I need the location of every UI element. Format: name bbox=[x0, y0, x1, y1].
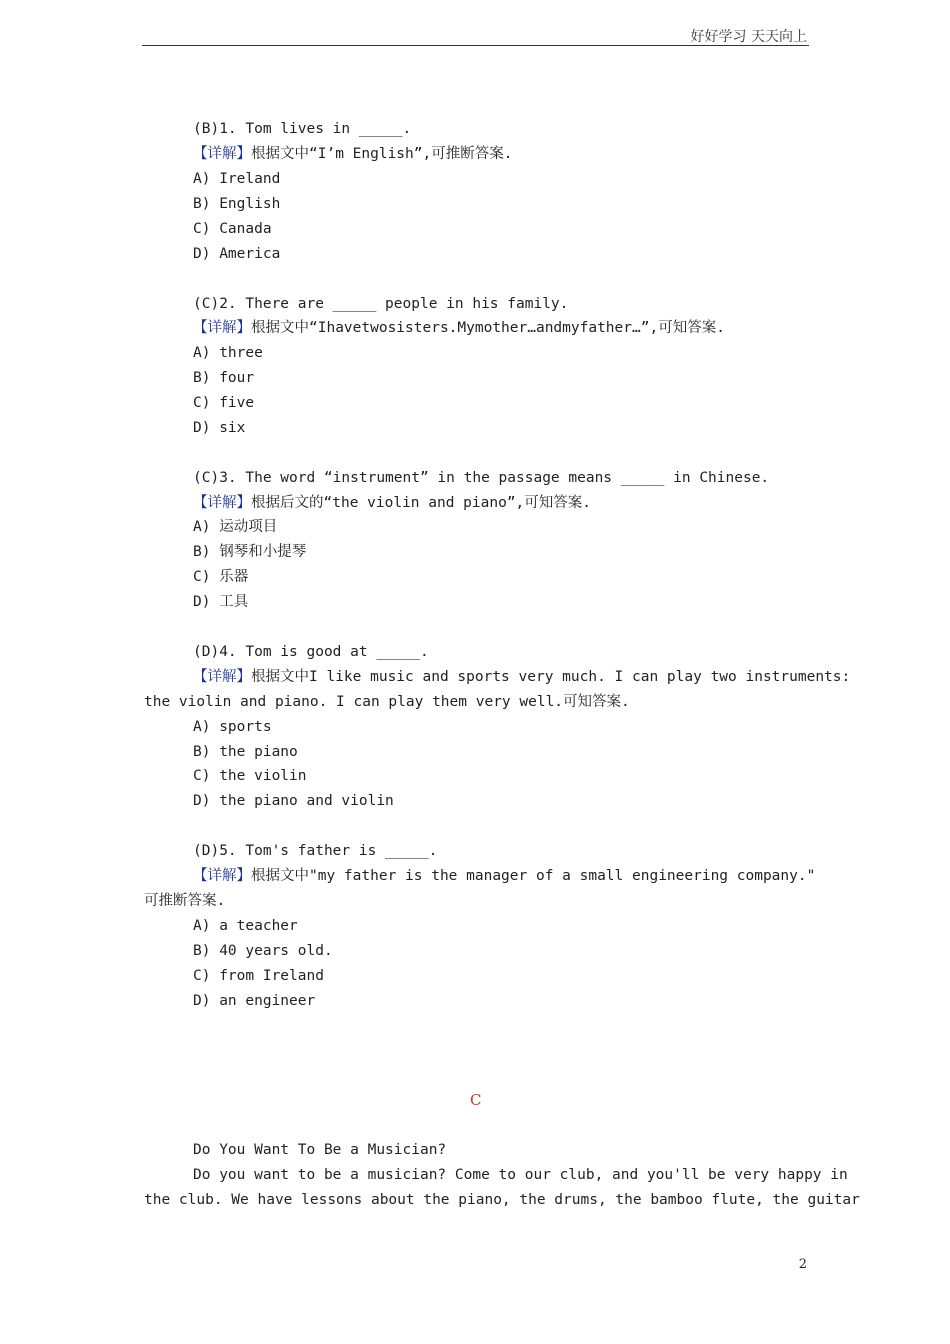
detail-text: 根据文中"my father is the manager of a small engineering company." bbox=[251, 868, 816, 884]
detail-tag: 【详解】 bbox=[193, 146, 251, 162]
option: D) an engineer bbox=[193, 993, 316, 1009]
option: D) six bbox=[193, 420, 246, 436]
option: D) America bbox=[193, 246, 281, 262]
header-rule bbox=[142, 45, 809, 46]
section-paragraph-line: the club. We have lessons about the piano, the drums, the bamboo flute, the guitar bbox=[144, 1192, 860, 1208]
option: C) from Ireland bbox=[193, 968, 324, 984]
option: C) the violin bbox=[193, 768, 307, 784]
question-1-detail bbox=[193, 144, 512, 164]
detail-text: 根据文中“I’m English”,可推断答案. bbox=[251, 146, 513, 162]
option: C) Canada bbox=[193, 221, 272, 237]
option: C) five bbox=[193, 395, 255, 411]
header-text: 好好学习 天天向上 bbox=[690, 29, 807, 45]
option: B) 钢琴和小提琴 bbox=[193, 544, 307, 560]
question-4-detail-cont: the violin and piano. I can play them very well.可知答案. bbox=[144, 694, 630, 710]
detail-text: 根据后文的“the violin and piano”,可知答案. bbox=[251, 495, 592, 511]
detail-tag: 【详解】 bbox=[193, 868, 251, 884]
option: A) 运动项目 bbox=[193, 519, 278, 535]
detail-text: 根据文中I like music and sports very much. I can play two instruments: bbox=[251, 669, 851, 685]
detail-tag: 【详解】 bbox=[193, 495, 251, 511]
option: D) the piano and violin bbox=[193, 793, 394, 809]
option: B) four bbox=[193, 370, 255, 386]
question-2-stem: (C)2. There are _____ people in his family. bbox=[193, 296, 569, 312]
detail-tag: 【详解】 bbox=[193, 320, 251, 336]
question-5-detail-cont: 可推断答案. bbox=[144, 893, 226, 909]
question-5-stem: (D)5. Tom's father is _____. bbox=[193, 843, 438, 859]
option: A) Ireland bbox=[193, 171, 281, 187]
question-1-stem: (B)1. Tom lives in _____. bbox=[193, 121, 412, 137]
option: A) three bbox=[193, 345, 263, 361]
option: B) the piano bbox=[193, 744, 298, 760]
section-paragraph-line: Do you want to be a musician? Come to our club, and you'll be very happy in bbox=[193, 1167, 848, 1183]
option: B) English bbox=[193, 196, 281, 212]
question-4-detail bbox=[193, 667, 850, 687]
option: C) 乐器 bbox=[193, 569, 249, 585]
question-2-detail bbox=[193, 318, 725, 338]
question-3-stem: (C)3. The word “instrument” in the passage means _____ in Chinese. bbox=[193, 470, 770, 486]
detail-text: 根据文中“Ihavetwosisters.Mymother…andmyfather…”,可知答案. bbox=[251, 320, 725, 336]
detail-tag: 【详解】 bbox=[193, 669, 251, 685]
option: B) 40 years old. bbox=[193, 943, 333, 959]
section-letter: C bbox=[470, 1091, 482, 1109]
page-number: 2 bbox=[798, 1257, 807, 1272]
question-3-detail bbox=[193, 493, 591, 513]
option: A) a teacher bbox=[193, 918, 298, 934]
question-5-detail bbox=[193, 866, 815, 886]
section-title: Do You Want To Be a Musician? bbox=[193, 1142, 447, 1158]
option: A) sports bbox=[193, 719, 272, 735]
option: D) 工具 bbox=[193, 594, 249, 610]
question-4-stem: (D)4. Tom is good at _____. bbox=[193, 644, 429, 660]
